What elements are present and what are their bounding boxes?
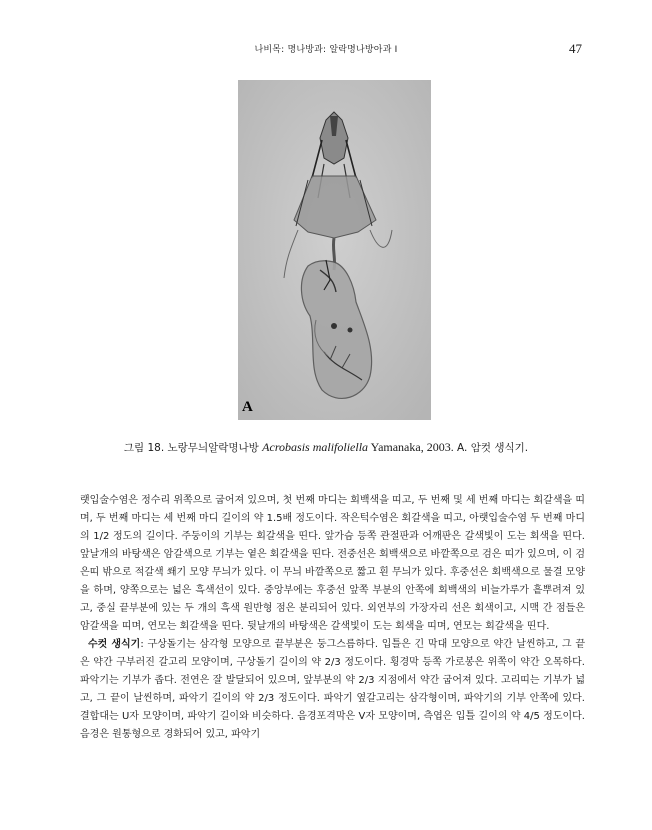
caption-taxon: Acrobasis malifoliella [262, 440, 369, 454]
figure-caption [0, 440, 652, 455]
paragraph-description: 랫입술수염은 정수리 위쪽으로 굽어져 있으며, 첫 번째 마디는 회백색을 띠고, 두 번째 및 세 번째 마디는 회갈색을 띠며, 두 번째 마디는 세 번째 마디 길이의 약 1.5배 정도이다. 작은턱수염은 회갈색을 띠고, 아랫입술수염 두 번째 마디의 1/2 정도의 길이다. 주둥이의 기부는 회갈색을 띤다. 앞가슴 등쪽 관절판과 어깨판은 갈색빛이 도는 회색을 띤다. 앞날개의 바탕색은 암갈색으로 기부는 옅은 회갈색을 띤다. 전중선은 회백색으로 바깥쪽으로 검은 띠가 있으며, 이 검은띠 밖으로 적갈색 쐐기 모양 무늬가 있다. 이 무늬 바깥쪽으로 짧고 흰 무늬가 있다. 후중선은 회백색으로 물결 모양을 하며, 양쪽으로는 넓은 흑색선이 있다. 중앙부에는 후중선 앞쪽 부분의 안쪽에 회백색의 비늘가루가 흩뿌려져 있고, 중실 끝부분에 있는 두 개의 흑색 원반형 점은 분리되어 있다. 외연부의 가장자리 선은 회색이고, 시맥 간 점들은 암갈색을 띠며, 연모는 회갈색을 띤다. 뒷날개의 바탕색은 갈색빛이 도는 회색을 띠며, 연모는 회갈색을 띤다. [80, 495, 585, 632]
caption-prefix: 그림 18. 노랑무늬알락명나방 [123, 442, 263, 454]
genitalia-illustration [238, 80, 431, 420]
paragraph-male-genitalia [80, 636, 585, 744]
male-genitalia-heading: 수컷 생식기 [88, 639, 141, 650]
male-genitalia-text: : 구상돌기는 삼각형 모양으로 끝부분은 둥그스름하다. 입틀은 긴 막대 모양으로 약간 날씬하고, 그 끝은 약간 구부러진 갈고리 모양이며, 구상돌기 길이의 약 2/3 정도이다. 횡경막 등쪽 가로봉은 위쪽이 약간 오목하다. 파악기는 기부가 좁다. 전연은 잘 발달되어 있으며, 앞부분의 약 2/3 지점에서 약간 굽어져 있다. 고리띠는 기부가 넓고, 그 끝이 날씬하며, 파악기 길이의 약 2/3 정도이다. 파악기 옆갈고리는 삼각형이며, 파악기의 기부 안쪽에 있다. 결합대는 U자 모양이며, 파악기 길이와 비슷하다. 음경포격막은 V자 모양이며, 측엽은 입틀 길이의 약 4/5 정도이다. 음경은 원통형으로 경화되어 있고, 파악기 [80, 639, 585, 740]
body-text [80, 492, 585, 744]
caption-author: Yamanaka, 2003. [368, 440, 454, 454]
running-head: 나비목: 명나방과: 알락명나방아과 I [254, 45, 398, 55]
page-number: 47 [569, 41, 582, 56]
specimen-figure [238, 80, 431, 420]
figure-panel-label: A [242, 399, 253, 415]
caption-suffix: A. 암컷 생식기. [453, 442, 529, 454]
